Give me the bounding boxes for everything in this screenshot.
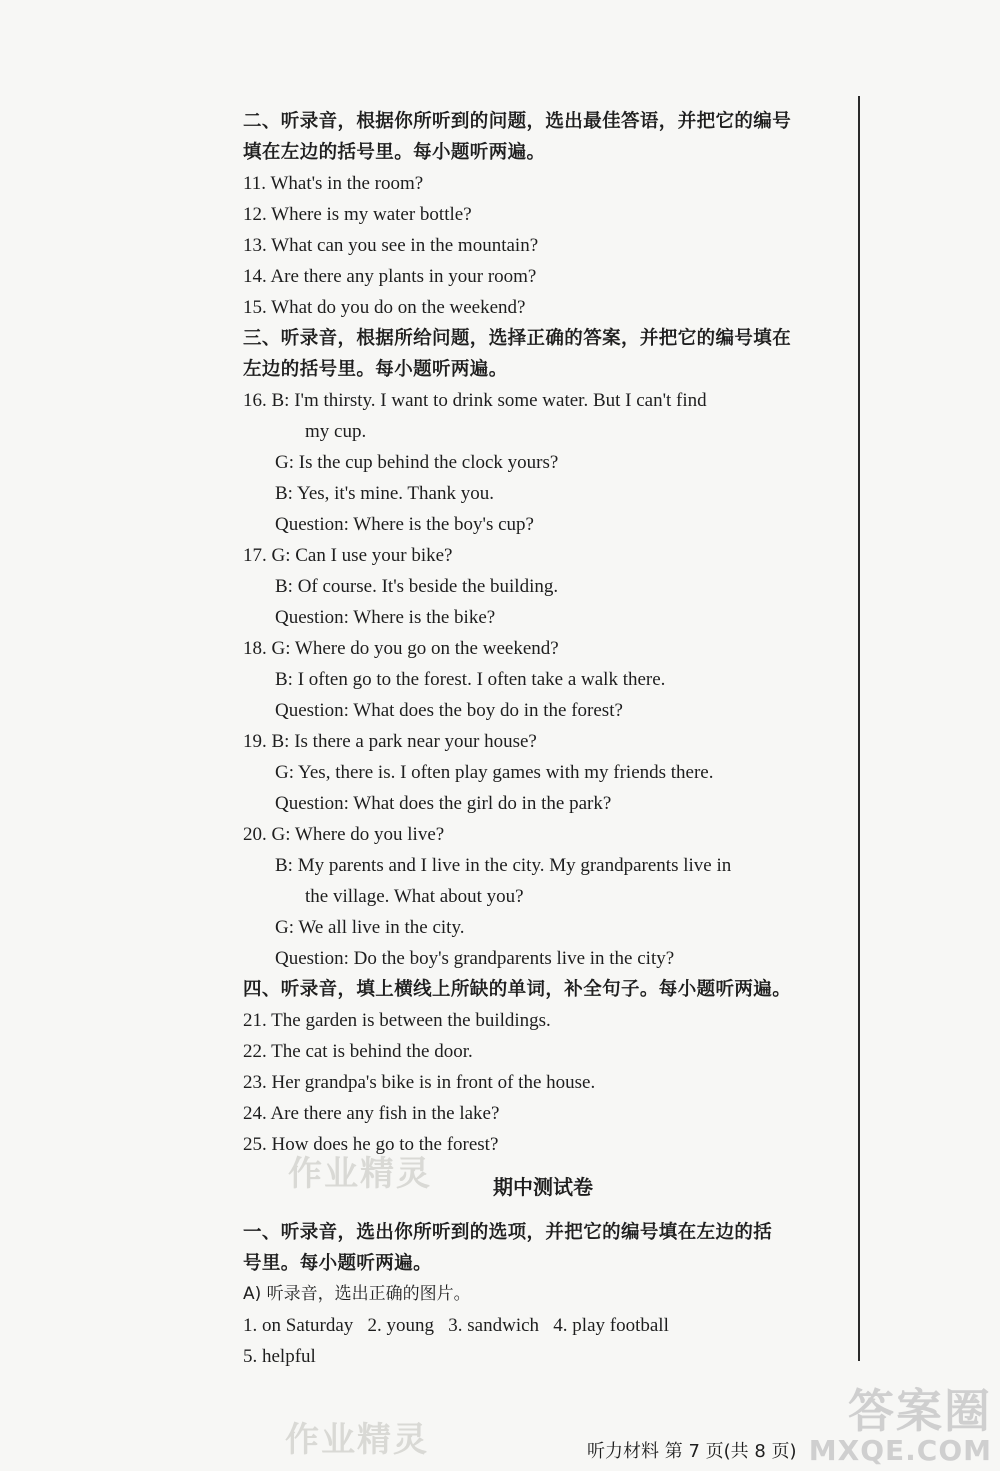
stamp-upper: 作业精灵 [288,1154,432,1194]
watermark-url: MXQE.COM [808,1433,992,1467]
midterm-options-line2: 5. helpful [243,1346,316,1367]
midterm-subheading: A) 听录音，选出正确的图片。 [243,1284,471,1304]
dialogue-line: the village. What about you? [305,886,524,907]
dialogue-line: B: My parents and I live in the city. My grandparents live in [275,855,732,876]
question-item: 24. Are there any fish in the lake? [243,1103,500,1124]
dialogue-line: 17. G: Can I use your bike? [243,545,453,566]
dialogue-line: 19. B: Is there a park near your house? [243,731,537,752]
dialogue-line: B: Of course. It's beside the building. [275,576,559,597]
dialogue-line: 18. G: Where do you go on the weekend? [243,638,559,659]
dialogue-line: G: Yes, there is. I often play games with my friends there. [275,762,714,783]
question-item: 14. Are there any plants in your room? [243,266,537,287]
dialogue-line: 20. G: Where do you live? [243,824,445,845]
content-column [243,106,843,1372]
page-footer: 听力材料 第 7 页(共 8 页) [587,1441,797,1462]
midterm-title: 期中测试卷 [493,1175,593,1199]
dialogue-line: 16. B: I'm thirsty. I want to drink some water. But I can't find [243,390,707,411]
section3-heading-line1: 三、听录音，根据所给问题，选择正确的答案，并把它的编号填在 [243,328,792,349]
dialogue-line: B: I often go to the forest. I often take a walk there. [275,669,666,690]
dialogue-line: Question: What does the girl do in the park? [275,793,612,814]
question-item: 13. What can you see in the mountain? [243,235,539,256]
dialogue-line: Question: Where is the boy's cup? [275,514,534,535]
question-item: 15. What do you do on the weekend? [243,297,526,318]
midterm-heading-line2: 号里。每小题听两遍。 [243,1253,433,1274]
stamp-lower: 作业精灵 [285,1420,429,1460]
question-item: 23. Her grandpa's bike is in front of the house. [243,1072,596,1093]
margin-rule [858,96,860,1361]
midterm-heading-line1: 一、听录音，选出你所听到的选项，并把它的编号填在左边的括 [243,1222,773,1243]
question-item: 12. Where is my water bottle? [243,204,472,225]
section3-dialogues [243,385,843,974]
question-item: 22. The cat is behind the door. [243,1041,473,1062]
dialogue-line: Question: Where is the bike? [275,607,496,628]
question-item: 25. How does he go to the forest? [243,1134,499,1155]
dialogue-line: my cup. [305,421,367,442]
question-item: 11. What's in the room? [243,173,424,194]
section4-heading: 四、听录音，填上横线上所缺的单词，补全句子。每小题听两遍。 [243,979,792,1000]
site-watermark [808,1384,992,1467]
watermark-logo-text: 答案圈 [848,1384,992,1439]
section2-heading-line2: 填在左边的括号里。每小题听两遍。 [243,142,546,163]
dialogue-line: G: Is the cup behind the clock yours? [275,452,559,473]
midterm-options-line1: 1. on Saturday 2. young 3. sandwich 4. play football [243,1315,669,1336]
dialogue-line: B: Yes, it's mine. Thank you. [275,483,494,504]
section3-heading-line2: 左边的括号里。每小题听两遍。 [243,359,508,380]
section2-heading-line1: 二、听录音，根据你所听到的问题，选出最佳答语，并把它的编号 [243,111,792,132]
question-item: 21. The garden is between the buildings. [243,1010,551,1031]
dialogue-line: Question: Do the boy's grandparents live in the city? [275,948,675,969]
dialogue-line: Question: What does the boy do in the forest? [275,700,623,721]
dialogue-line: G: We all live in the city. [275,917,465,938]
